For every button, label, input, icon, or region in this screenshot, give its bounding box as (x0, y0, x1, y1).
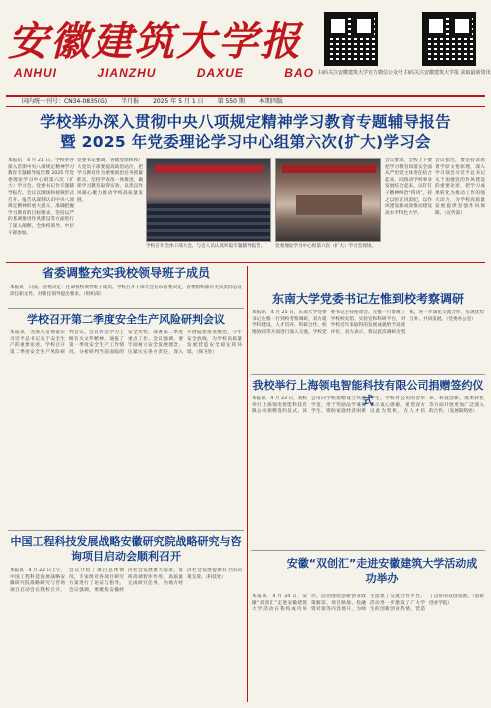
lead-article-col1: 本报讯 4 月 21 日，学校举办深入贯彻中央八项规定精神学习教育专题辅导报告暨 2025 年党委理论学习中心组第六次（扩大）学习会。党委书记作专题辅导报告。会议以现场和视频形式召开。报告从深刻认识中央八项规定精神的重大意义、准确把握学习教育的目标要求、坚持以严的基调推进作风建设等方面进行了深入阐释。全体校领导、中层干部参加。 (8, 158, 74, 236)
frequency: 半月报 (121, 98, 140, 105)
pinyin-bao: BAO (284, 66, 314, 80)
issue-date: 2025 年 5 月 1 日 (153, 98, 204, 105)
article-body-leadership: 本报讯 日前，省委决定：任命我校领导班子成员。学校召开干部大会宣布省委决定，省委组织部有关负责同志宣读任职文件，对新任领导提出要求。（组织部） (10, 285, 242, 297)
article-title-safety[interactable]: 学校召开第二季度安全生产风险研判会议 (27, 313, 225, 326)
article-title-innovation[interactable]: 安徽“双创汇”走进安徽建筑大学活动成功举办 (286, 557, 478, 585)
section-divider (6, 262, 485, 263)
news-qr-code-icon[interactable] (422, 12, 476, 66)
pinyin-anhui: ANHUI (14, 66, 57, 80)
masthead-title: 安徽建筑大学报 (8, 18, 302, 65)
lead-headline[interactable] (6, 112, 485, 152)
photo-stage (296, 195, 362, 215)
photo-study-session (275, 158, 381, 242)
article-divider-3 (251, 374, 485, 375)
article-divider-2 (8, 530, 244, 531)
issue-info-bar (6, 95, 485, 107)
photo-meeting-hall (146, 158, 271, 242)
masthead-pinyin (14, 66, 314, 80)
lead-article-col2: 党委书记强调，各级党组织和广大党员干部要提高政治站位，把学习教育作为重要政治任务抓紧抓实，坚持学查改一体推进，确保学习教育取得实效，以优良作风凝心聚力推动学校高质量发展。 (77, 158, 143, 203)
photo-audience (147, 203, 271, 242)
issue-number: 第 550 期 (217, 98, 245, 105)
article-title-strategy[interactable]: 中国工程科技发展战略安徽研究院战略研究与咨询项目启动会顺利召开 (10, 535, 242, 563)
photo-caption-2: 党委理论学习中心组第六次（扩大）学习会现场。 (275, 244, 377, 249)
lead-article-col4: 会议要求，全校上下要把学习教育同落实全面从严治党主体责任结合起来，同推动学校事业发展结合起来，以钉钉子精神纠治“四风”，持之以恒正风肃纪，以作风建设新成效推动建设高水平特色大学。 (385, 158, 432, 216)
article-body-donation: 本报讯 4 月 23 日，我校举行上海领电智能科技有限公司捐赠签约仪式。该公司向学校捐赠设立奖助学金，用于奖励品学兼优学生、资助家庭经济困难学生。学校对公司的善举表示衷心感谢，希望双方以此为契机，在人才培养、科技创新、成果转化等方面开展更加广泛深入的合作。（发展联络处） (252, 396, 484, 415)
lead-headline-line2: 暨 2025 年党委理论学习中心组第六次(扩大)学习会 (60, 133, 431, 151)
wechat-qr-code-icon[interactable] (324, 12, 378, 66)
qr-caption-2: 扫码关注安徽建筑大学报 获取最新资讯 (404, 70, 491, 76)
article-body-innovation: 本报讯 4 月 24 日，安徽“双创汇”走进安徽建筑大学活动在我校成功举办。活动围绕创新创业政策解读、项目路演、投融资对接等内容展开，为师生搭建了交流合作平台。活动进一步激发了广大学生的创新创业热情，营造了良好的双创氛围。（创新创业学院） (252, 594, 484, 613)
article-title-donation[interactable]: 我校举行上海领电智能科技有限公司捐赠签约仪式 (252, 379, 484, 407)
masthead (6, 6, 491, 92)
article-divider-4 (251, 550, 485, 551)
photo-banner (155, 165, 263, 173)
issn: 国内统一刊号：CN34-0835(G) (22, 98, 108, 105)
article-body-strategy: 本报讯 4 月 22 日上午，中国工程科技发展战略安徽研究院战略研究与咨询项目启动会在我校召开。会议介绍了项目总体情况，专家组对各项目研究方案进行了论证与指导。会议强调，要聚焦安徽经济社会发展重大需求，发挥高端智库作用，高质量完成研究任务，为地方经济社会发展提供有力的决策支撑。（科技处） (10, 568, 242, 593)
photo-banner-2 (282, 165, 376, 173)
article-title-seu-visit[interactable]: 东南大学党委书记左惟到校考察调研 (271, 292, 464, 306)
lead-article-col5: 会议指出，要坚持读原著学原文悟原理，深入学习领会习近平总书记关于加强党的作风建设的重要论述，把学习成果转化为推动工作的强大动力，为学校高质量发展提供坚强作风保障。（宣传部） (435, 158, 485, 216)
article-body-seu-visit: 本报讯 4 月 25 日，东南大学党委书记左惟一行到校考察调研，双方就学科建设、人才培养、科研合作、校地协同等方面进行深入交流。学校党委书记主持座谈会。左惟一行参观了学校校史馆、实验室和科研平台，对学校近年来取得的发展成就给予高度评价。双方表示，将以此次调研为契机，进一步深化交流合作，实现优势互补、共同发展。（党委办公室） (252, 310, 484, 335)
pinyin-jianzhu: JIANZHU (97, 66, 157, 80)
photo-caption-1: 学校召开全体干部大会，与会人员认真听取专题辅导报告。 (146, 244, 266, 249)
article-title-leadership[interactable]: 省委调整充实我校领导班子成员 (41, 266, 210, 280)
pinyin-daxue: DAXUE (196, 66, 244, 80)
column-divider (247, 266, 248, 702)
page-count: 本期四版 (258, 98, 283, 105)
article-body-safety: 本报讯 为深入贯彻落实习近平总书记关于安全生产的重要论述，学校召开第二季度安全生产风险研判会议。会议传达学习上级有关文件精神，通报了第一季度安全生产工作情况，分析研判当前面临的安全形势，部署第二季度重点工作。会议强调，要牢固树立安全发展理念，压紧压实各方责任，深入开展隐患排查整治，守牢安全底线，为学校高质量发展营造安全稳定的环境。（保卫处） (10, 330, 242, 355)
lead-headline-line1: 学校举办深入贯彻中央八项规定精神学习教育专题辅导报告 (40, 113, 451, 131)
qr-caption-1: 扫码关注安徽建筑大学官方微信公众号 (318, 70, 404, 76)
article-divider (8, 308, 244, 309)
